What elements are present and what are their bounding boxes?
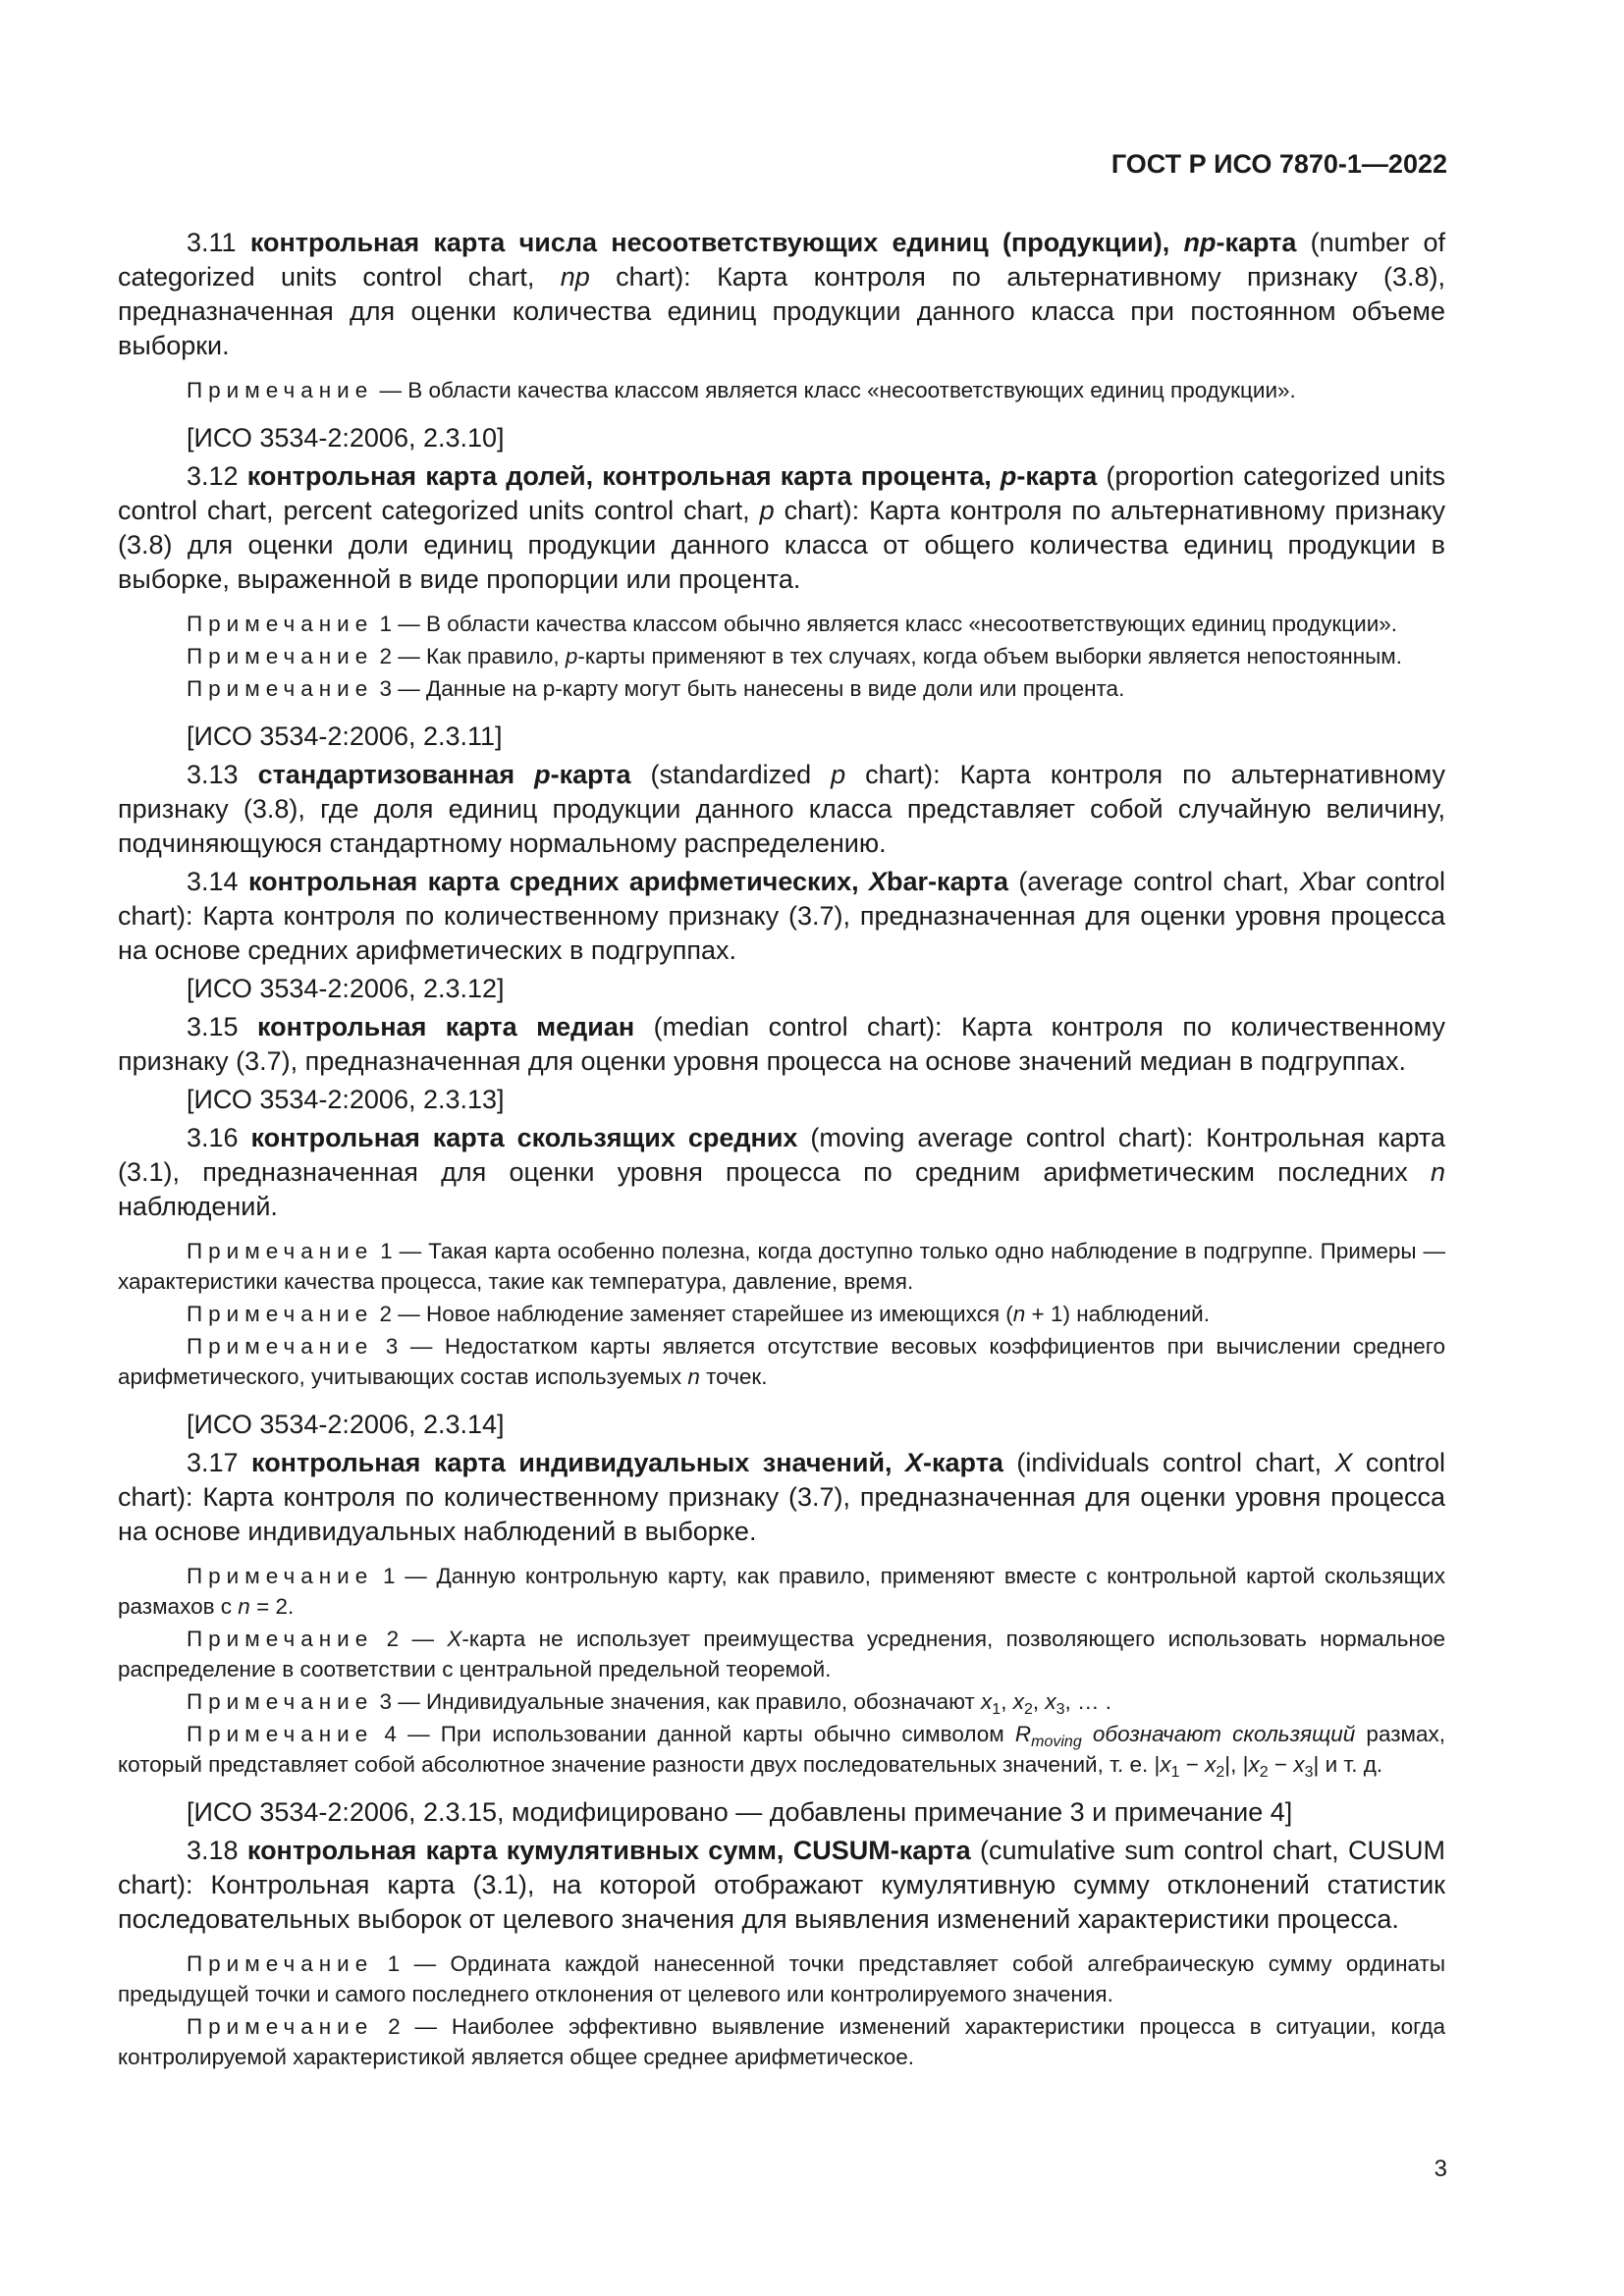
- note-3-16-1: Примечание 1 — Такая карта особенно полезна, когда доступно только одно наблюдение в подгруппе. Примеры — характеристики качества процесса, такие как температура, давление, время.: [118, 1239, 1445, 1294]
- definition-3-16: 3.16 контрольная карта скользящих средних (moving average control chart): Контрольная карта (3.1), предназначенная для оценки уровня процесса по средним арифметическим последних n наблюдений.: [118, 1123, 1445, 1221]
- definition-3-15: 3.15 контрольная карта медиан (median control chart): Карта контроля по количественному признаку (3.7), предназначенная для оценки уровня процесса на основе значений медиан в подгруппах.: [118, 1012, 1445, 1076]
- definition-3-18: 3.18 контрольная карта кумулятивных сумм, CUSUM-карта (cumulative sum control chart, CUSUM chart): Контрольная карта (3.1), на которой отображают кумулятивную сумму отклонений статистик последовательных выборок от целевого значения для выявления изменений характеристики процесса.: [118, 1836, 1445, 1934]
- definition-3-13: 3.13 стандартизованная p-карта (standardized p chart): Карта контроля по альтернативному признаку (3.8), где доля единиц продукции данного класса представляет собой случайную величину, подчиняющуюся стандартному нормальному распределению.: [118, 760, 1445, 858]
- definition-3-12: 3.12 контрольная карта долей, контрольная карта процента, p-карта (proportion categorized units control chart, percent categorized units control chart, p chart): Карта контроля по альтернативному признаку (3.8) для оценки доли единиц продукции данного класса от общего количества единиц продукции в выборке, выраженной в виде пропорции или процента.: [118, 461, 1445, 594]
- source-3-15: [ИСО 3534-2:2006, 2.3.13]: [187, 1085, 505, 1114]
- page-number: 3: [1434, 2156, 1447, 2182]
- note-3-16-3: Примечание 3 — Недостатком карты является отсутствие весовых коэффициентов при вычислении среднего арифметического, учитывающих состав используемых n точек.: [118, 1334, 1445, 1389]
- note-3-16-2: Примечание 2 — Новое наблюдение заменяет старейшее из имеющихся (n + 1) наблюдений.: [187, 1302, 1210, 1326]
- source-3-17: [ИСО 3534-2:2006, 2.3.15, модифицировано — добавлены примечание 3 и примечание 4]: [187, 1797, 1293, 1827]
- definition-3-17: 3.17 контрольная карта индивидуальных значений, X-карта (individuals control chart, X control chart): Карта контроля по количественному признаку (3.7), предназначенная для оценки уровня процесса на основе индивидуальных наблюдений в выборке.: [118, 1448, 1445, 1546]
- source-3-11: [ИСО 3534-2:2006, 2.3.10]: [187, 423, 505, 453]
- note-3-12-3: Примечание 3 — Данные на p-карту могут быть нанесены в виде доли или процента.: [187, 676, 1125, 701]
- note-3-17-4: Примечание 4 — При использовании данной карты обычно символом $R_{moving}$ обозначают скользящий размах, который представляет собой абсолютное значение разности двух последовательных значений, т. е. $|x_1 - x_2|$, $|x_2 - x_3|$ и т. д.: [118, 1722, 1446, 1781]
- note-3-12-1: Примечание 1 — В области качества классом обычно является класс «несоответствующих единиц продукции».: [187, 612, 1398, 636]
- source-3-16: [ИСО 3534-2:2006, 2.3.14]: [187, 1410, 505, 1439]
- source-3-12: [ИСО 3534-2:2006, 2.3.11]: [187, 721, 503, 751]
- note-3-17-3: Примечание 3 — Индивидуальные значения, как правило, обозначают $x_1$, $x_2$, $x_3$, … .: [187, 1689, 1112, 1718]
- source-3-14: [ИСО 3534-2:2006, 2.3.12]: [187, 974, 505, 1003]
- note-3-18-1: Примечание 1 — Ордината каждой нанесенной точки представляет собой алгебраическую сумму ординаты предыдущей точки и самого последнего отклонения от целевого или контролируемого значения.: [118, 1951, 1445, 2006]
- definition-3-14: 3.14 контрольная карта средних арифметических, Xbar-карта (average control chart, Xbar control chart): Карта контроля по количественному признаку (3.7), предназначенная для оценки уровня процесса на основе средних арифметических в подгруппах.: [118, 867, 1445, 965]
- definition-3-11: 3.11 контрольная карта числа несоответствующих единиц (продукции), np-карта (number of categorized units control chart, np chart): Карта контроля по альтернативному признаку (3.8), предназначенная для оценки количества единиц продукции данного класса при постоянном объеме выборки.: [118, 228, 1445, 360]
- document-body: [118, 226, 1445, 2074]
- note-3-17-2: Примечание 2 — X-карта не использует преимущества усреднения, позволяющего использовать нормальное распределение в соответствии с центральной предельной теоремой.: [118, 1627, 1445, 1682]
- note-3-11: Примечание — В области качества классом является класс «несоответствующих единиц продукции».: [187, 378, 1296, 402]
- note-3-12-2: Примечание 2 — Как правило, p-карты применяют в тех случаях, когда объем выборки является непостоянным.: [187, 644, 1403, 668]
- note-3-17-1: Примечание 1 — Данную контрольную карту, как правило, применяют вместе с контрольной картой скользящих размахов с n = 2.: [118, 1564, 1445, 1619]
- document-header: ГОСТ Р ИСО 7870-1—2022: [1110, 149, 1447, 179]
- note-3-18-2: Примечание 2 — Наиболее эффективно выявление изменений характеристики процесса в ситуации, когда контролируемой характеристикой является общее среднее арифметическое.: [118, 2014, 1445, 2069]
